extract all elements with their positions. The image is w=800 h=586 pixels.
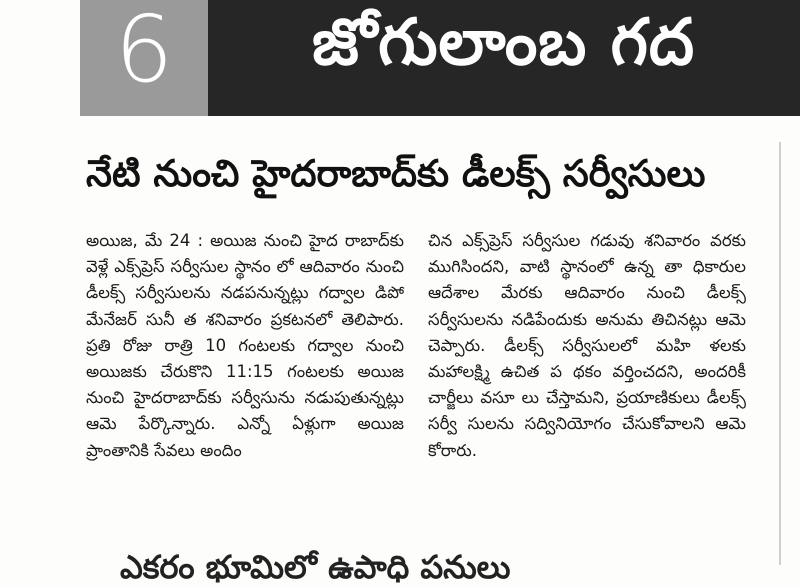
next-article-headline xyxy=(120,548,760,586)
article-column-right xyxy=(428,228,746,464)
article-headline: నేటి నుంచి హైదరాబాద్‌కు డీలక్స్ సర్వీసులు xyxy=(86,152,706,195)
section-title: జోగులాంబ గద xyxy=(312,6,696,80)
next-article-headline-text: ఎకరం భూమిలో ఉపాధి పనులు xyxy=(120,548,511,586)
column-divider xyxy=(779,142,781,565)
page-number-box xyxy=(80,0,208,116)
article-body-right: చిన ఎక్స్‌ప్రెస్ సర్వీసుల గడువు శనివారం వరకు ముగిసిందని, వాటి స్థానంలో ఉన్న తా ధికారుల ఆదేశాల మేరకు ఆదివారం నుంచి డీలక్స్ సర్వీసులను నడిపేందుకు అనుమ తిచినట్లు ఆమె చెప్పారు. డీలక్స్ సర్వీసులలో మహి ళలకు మహాలక్ష్మి ఉచిత ప థకం వర్తించదని, అందరికీ చార్జీలు వసూ లు చేస్తామని, ప్రయాణికులు డీలక్స్ సర్వీ సులను సద్వినియోగం చేసుకోవాలని ఆమె కోరారు. xyxy=(428,231,746,460)
section-header-band xyxy=(208,0,800,116)
article-column-left xyxy=(86,228,404,464)
page-number: 6 xyxy=(114,0,174,103)
article-body-left: అయిజ, మే 24 : అయిజ నుంచి హైద రాబాద్‌కు వెళ్లే ఎక్స్‌ప్రెస్ సర్వీసుల స్థానం లో ఆదివారం నుంచి డీలక్స్ సర్వీసులను నడపనున్నట్లు గద్వాల డిపో మేనేజర్ సునీ త శనివారం ప్రకటనలో తెలిపారు. ప్రతి రోజు రాత్రి 10 గంటలకు గద్వాల నుంచి అయిజకు చేరుకొని 11:15 గంటలకు అయిజ నుంచి హైదరాబాద్‌కు సర్వీసును నడుపుతున్నట్లు ఆమె పేర్కొన్నారు. ఎన్నో ఏళ్లుగా అయిజ ప్రాంతానికి సేవలు అందిం xyxy=(86,231,404,460)
